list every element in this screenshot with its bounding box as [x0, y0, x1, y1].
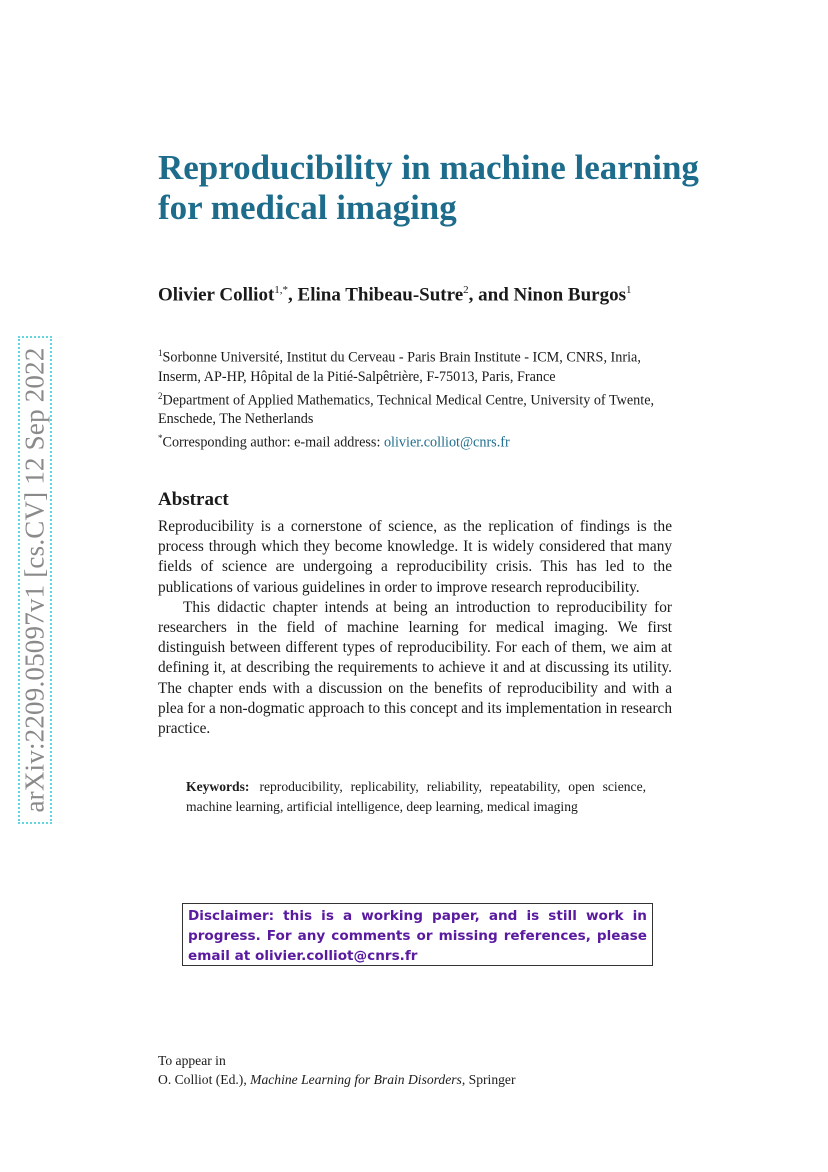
publication-note-line-2 — [158, 1071, 658, 1090]
affiliation-text: Department of Applied Mathematics, Technical Medical Centre, University of Twente, Enschede, The Netherlands — [158, 392, 655, 428]
arxiv-identifier[interactable]: arXiv:2209.05097v1 [cs.CV] 12 Sep 2022 — [19, 347, 50, 813]
disclaimer-box: Disclaimer: this is a working paper, and is still work in progress. For any comments or missing references, please email at olivier.colliot@cnrs.fr — [182, 903, 653, 966]
author-name: Olivier Colliot — [158, 284, 275, 306]
publication-note — [158, 1052, 658, 1089]
publication-book-title: Machine Learning for Brain Disorders — [250, 1071, 462, 1087]
publication-publisher: , Springer — [461, 1071, 516, 1087]
author-list — [158, 279, 668, 306]
affiliations — [158, 344, 678, 453]
author-affiliation-mark: 2 — [463, 284, 469, 296]
author-separator: , and — [468, 284, 514, 306]
publication-note-line-1: To appear in — [158, 1053, 226, 1068]
author-affiliation-mark: 1 — [625, 284, 632, 296]
affiliation-mark: 2 — [158, 390, 163, 401]
abstract-paragraph-1: Reproducibility is a cornerstone of science, as the replication of findings is the process through which they become knowledge. It is widely considered that many fields of science are undergoing a reproducibility crisis. This has led to the publications of various guidelines in order to improve research reproducibility. — [158, 518, 672, 596]
author-affiliation-mark: 1,* — [274, 284, 289, 296]
affiliation-mark: 1 — [158, 348, 163, 358]
author-name: Elina Thibeau-Sutre — [297, 284, 464, 306]
publication-editor: O. Colliot (Ed.), — [158, 1071, 251, 1087]
keywords — [186, 777, 646, 816]
affiliation-2 — [158, 387, 678, 430]
affiliation-1 — [158, 344, 678, 387]
keywords-list: reproducibility, replicability, reliability, repeatability, open science, machine learning, artificial intelligence, deep learning, medical imaging — [186, 779, 646, 814]
author-separator: , — [288, 284, 298, 306]
paper-title: Reproducibility in machine learning for medical imaging — [158, 148, 699, 227]
affiliation-text: Sorbonne Université, Institut du Cerveau - Paris Brain Institute - ICM, CNRS, Inria, Inserm, AP-HP, Hôpital de la Pitié-Salpêtrière, F-75013, Paris, France — [158, 349, 641, 385]
abstract-body — [158, 517, 672, 739]
corresponding-author — [158, 429, 678, 453]
author-name: Ninon Burgos — [513, 284, 626, 306]
abstract-paragraph-2: This didactic chapter intends at being an introduction to reproducibility for researchers in the field of machine learning for medical imaging. We first distinguish between different types of reproducibility. For each of them, we aim at defining it, at describing the requirements to achieve it and at discussing its utility. The chapter ends with a discussion on the benefits of reproducibility and with a plea for a non-dogmatic approach to this concept and its implementation in research practice. — [158, 598, 672, 738]
corresponding-email-link[interactable]: olivier.colliot@cnrs.fr — [383, 435, 510, 452]
keywords-label: Keywords: — [186, 779, 250, 794]
corresponding-mark: * — [158, 433, 163, 444]
corresponding-label: Corresponding author: e-mail address: — [162, 435, 384, 452]
abstract-heading: Abstract — [158, 489, 229, 510]
